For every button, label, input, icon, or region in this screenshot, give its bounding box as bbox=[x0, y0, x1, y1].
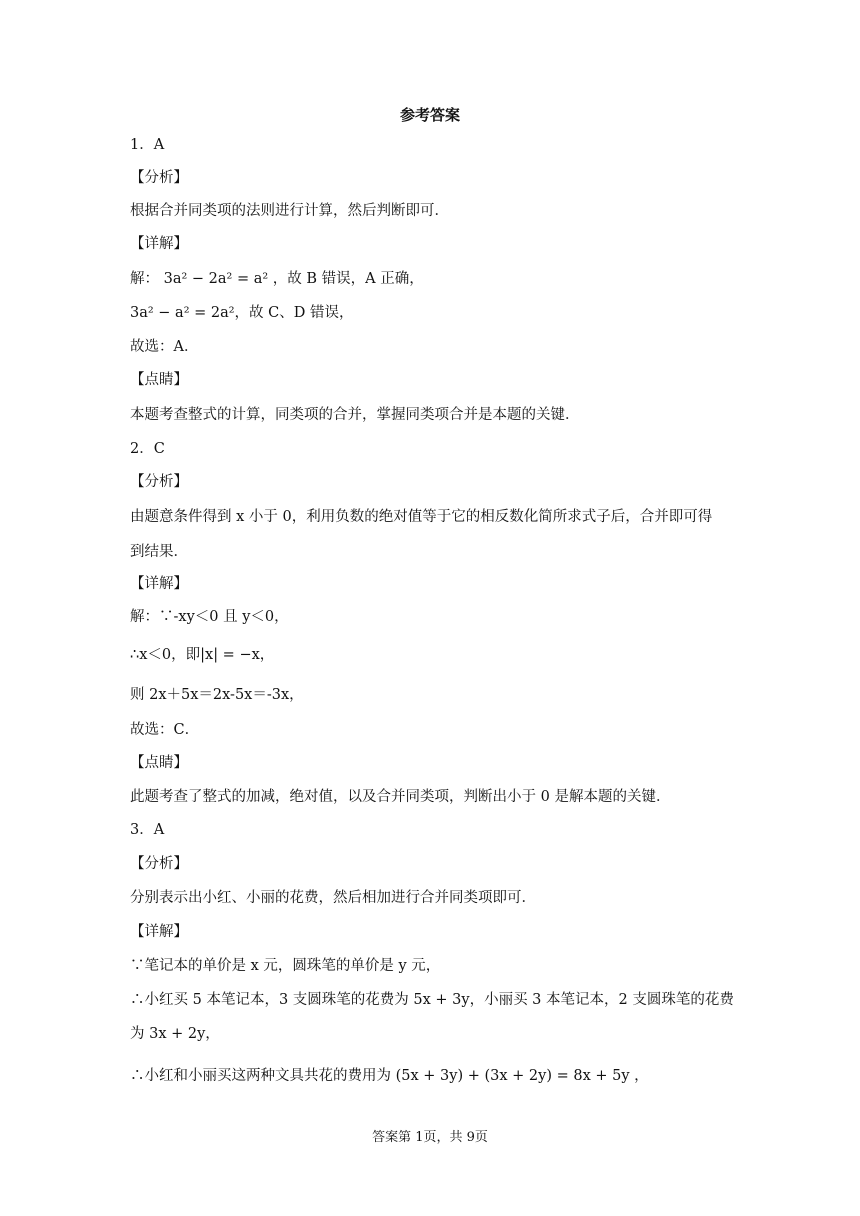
analysis-text: 分别表示出小红、小丽的花费，然后相加进行合并同类项即可． bbox=[130, 890, 536, 906]
solution-line: ∴小红买 5 本笔记本，3 支圆珠笔的花费为 5x + 3y，小丽买 3 本笔记本，2 支圆珠笔的花费 bbox=[130, 992, 734, 1008]
page-title: 参考答案 bbox=[399, 106, 460, 124]
page-footer: 答案第 1页，共 9页 bbox=[372, 1130, 488, 1145]
solution-line: 故选：A． bbox=[130, 339, 199, 355]
solution-line: ∵笔记本的单价是 x 元，圆珠笔的单价是 y 元， bbox=[130, 958, 441, 974]
section-comment-label: 【点睛】 bbox=[130, 372, 188, 388]
analysis-text: 到结果． bbox=[130, 544, 188, 560]
solution-line: ∴x＜0，即|x| = −x， bbox=[130, 647, 275, 663]
solution-line: 则 2x＋5x＝2x-5x＝-3x， bbox=[130, 687, 304, 703]
solution-line: 解： 3a² − 2a² = a² ，故 B 错误，A 正确， bbox=[130, 271, 424, 287]
comment-text: 本题考查整式的计算，同类项的合并，掌握同类项合并是本题的关键． bbox=[130, 407, 580, 423]
comment-text: 此题考查了整式的加减，绝对值，以及合并同类项，判断出小于 0 是解本题的关键． bbox=[130, 789, 671, 805]
analysis-text: 根据合并同类项的法则进行计算，然后判断即可． bbox=[130, 203, 449, 219]
section-detail-label: 【详解】 bbox=[130, 576, 188, 592]
section-comment-label: 【点睛】 bbox=[130, 755, 188, 771]
solution-line: 故选：C． bbox=[130, 722, 200, 738]
solution-line: 3a² − a² = 2a²，故 C、D 错误， bbox=[130, 305, 354, 321]
solution-line: 解：∵-xy＜0 且 y＜0， bbox=[130, 609, 289, 625]
question-2-number: 2．C bbox=[130, 441, 165, 457]
section-analysis-label: 【分析】 bbox=[130, 856, 188, 872]
section-detail-label: 【详解】 bbox=[130, 924, 188, 940]
solution-line: 为 3x + 2y， bbox=[130, 1026, 220, 1042]
section-detail-label: 【详解】 bbox=[130, 236, 188, 252]
section-analysis-label: 【分析】 bbox=[130, 170, 188, 186]
question-1-number: 1．A bbox=[130, 137, 165, 153]
section-analysis-label: 【分析】 bbox=[130, 474, 188, 490]
question-3-number: 3．A bbox=[130, 822, 165, 838]
solution-line: ∴小红和小丽买这两种文具共花的费用为 (5x + 3y) + (3x + 2y) = 8x + 5y ， bbox=[130, 1068, 649, 1084]
analysis-text: 由题意条件得到 x 小于 0，利用负数的绝对值等于它的相反数化简所求式子后，合并即可得 bbox=[130, 509, 713, 525]
